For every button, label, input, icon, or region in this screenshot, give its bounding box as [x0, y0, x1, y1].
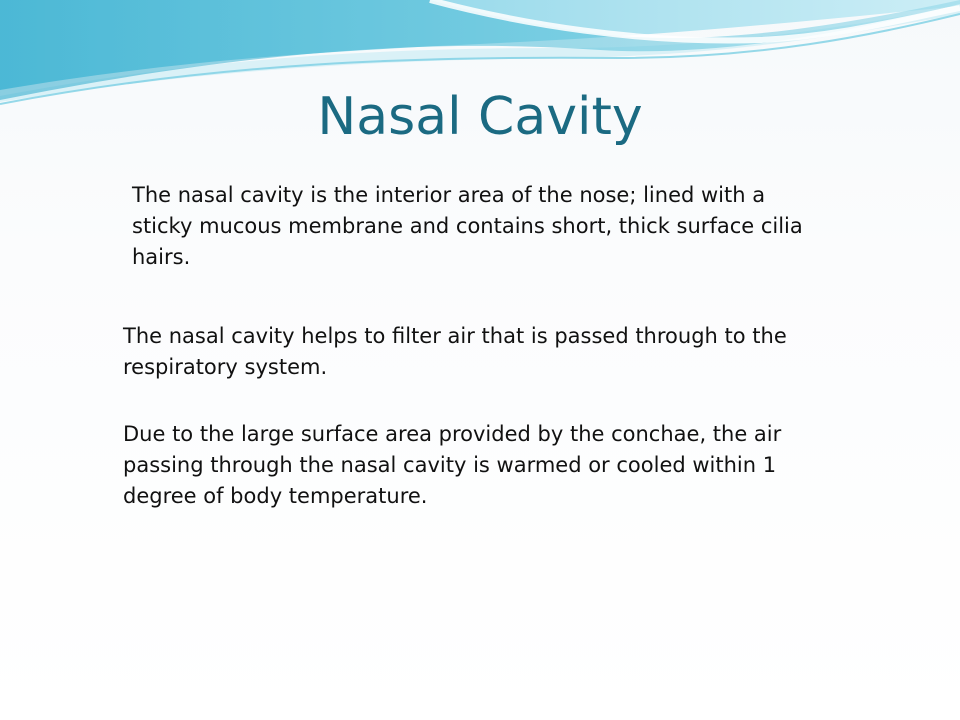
page-title: Nasal Cavity: [317, 87, 643, 147]
paragraph-temperature: Due to the large surface area provided by the conchae, the air passing through the nasal cavity is warmed or cooled within 1 degree of body temperature.: [123, 422, 782, 508]
paragraph-filter: The nasal cavity helps to filter air that is passed through to the respiratory system.: [123, 324, 787, 379]
paragraph-definition: The nasal cavity is the interior area of the nose; lined with a sticky mucous membrane and contains short, thick surface cilia hairs.: [132, 183, 803, 269]
